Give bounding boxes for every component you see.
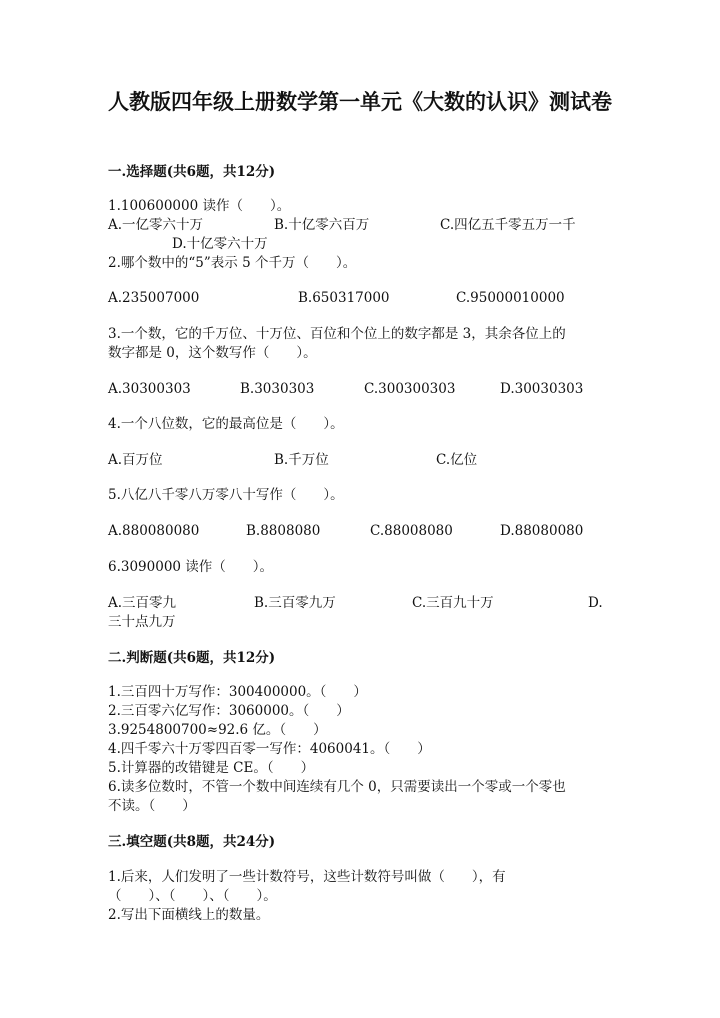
option-c: C.95000010000 bbox=[456, 290, 565, 306]
judge-item: 6.读多位数时，不管一个数中间连续有几个 0，只需要读出一个零或一个零也 bbox=[108, 779, 566, 795]
question-stem: 5.八亿八千零八万零八十写作（ ）。 bbox=[108, 487, 344, 503]
option-b: B.8808080 bbox=[246, 523, 321, 539]
judge-item: 5.计算器的改错键是 CE。（ ） bbox=[108, 760, 315, 776]
option-d-label: D. bbox=[588, 595, 603, 611]
page-title: 人教版四年级上册数学第一单元《大数的认识》测试卷 bbox=[108, 89, 612, 114]
question-stem-continued: 数字都是 0，这个数写作（ ）。 bbox=[108, 345, 317, 361]
option-c: C.四亿五千零五万一千 bbox=[440, 217, 576, 233]
section-heading-choice: 一.选择题(共6题，共12分) bbox=[108, 164, 276, 180]
option-a: A.三百零九 bbox=[108, 595, 177, 611]
section-heading-judge: 二.判断题(共6题，共12分) bbox=[108, 650, 276, 666]
option-c: C.三百九十万 bbox=[412, 595, 494, 611]
section-heading-fill: 三.填空题(共8题，共24分) bbox=[108, 834, 276, 850]
option-b: B.3030303 bbox=[240, 381, 315, 397]
option-b: B.三百零九万 bbox=[254, 595, 336, 611]
question-stem: 4.一个八位数，它的最高位是（ ）。 bbox=[108, 416, 344, 432]
option-a: A.880080080 bbox=[108, 523, 200, 539]
option-c: C.亿位 bbox=[436, 452, 478, 468]
option-c: C.88008080 bbox=[370, 523, 453, 539]
fill-item-continued: （ ）、（ ）、（ ）。 bbox=[108, 888, 277, 904]
option-d: D.88080080 bbox=[500, 523, 584, 539]
judge-item: 2.三百零六亿写作：3060000。（ ） bbox=[108, 703, 350, 719]
question-stem: 1.100600000 读作（ ）。 bbox=[108, 198, 291, 214]
question-stem: 2.哪个数中的“5”表示 5 个千万（ ）。 bbox=[108, 255, 357, 271]
option-b: B.十亿零六百万 bbox=[274, 217, 370, 233]
option-b: B.650317000 bbox=[298, 290, 390, 306]
judge-item: 4.四千零六十万零四百零一写作：4060041。（ ） bbox=[108, 741, 431, 757]
option-a: A.百万位 bbox=[108, 452, 163, 468]
option-d: D.十亿零六十万 bbox=[172, 236, 268, 252]
judge-item: 3.9254800700≈92.6 亿。（ ） bbox=[108, 722, 327, 738]
option-d: D.30030303 bbox=[500, 381, 584, 397]
question-stem: 3.一个数，它的千万位、十万位、百位和个位上的数字都是 3，其余各位上的 bbox=[108, 326, 566, 342]
fill-item: 1.后来，人们发明了一些计数符号，这些计数符号叫做（ ），有 bbox=[108, 869, 506, 885]
option-a: A.30300303 bbox=[108, 381, 191, 397]
option-d: 三十点九万 bbox=[108, 614, 176, 630]
question-stem: 6.3090000 读作（ ）。 bbox=[108, 559, 274, 575]
judge-item: 1.三百四十万写作：300400000。（ ） bbox=[108, 684, 367, 700]
judge-item-continued: 不读。（ ） bbox=[108, 798, 196, 814]
option-b: B.千万位 bbox=[274, 452, 329, 468]
option-a: A.一亿零六十万 bbox=[108, 217, 204, 233]
option-c: C.300300303 bbox=[364, 381, 456, 397]
fill-item: 2.写出下面横线上的数量。 bbox=[108, 907, 270, 923]
option-a: A.235007000 bbox=[108, 290, 200, 306]
